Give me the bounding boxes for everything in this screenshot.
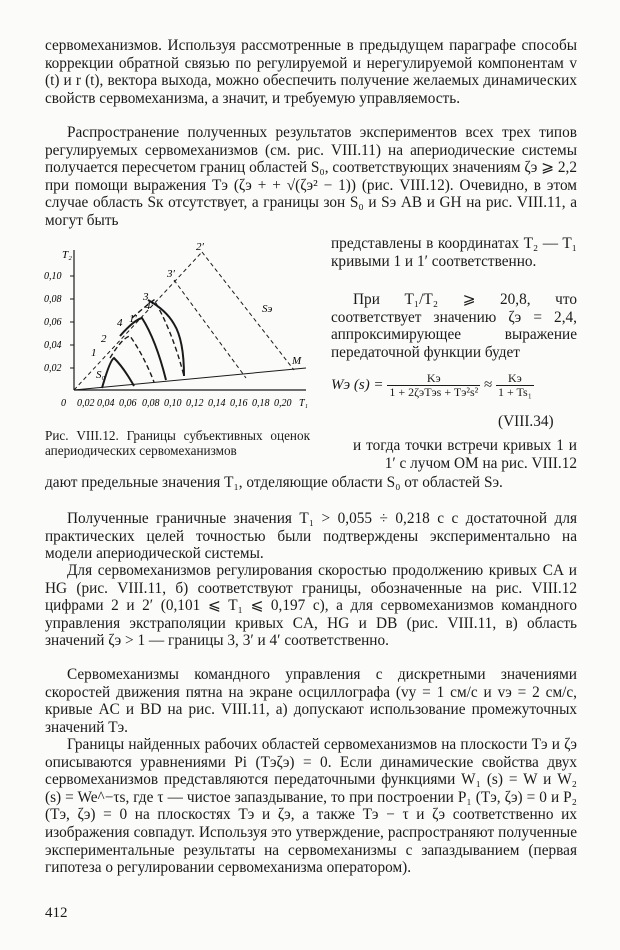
formula-denominator: 1 + Ts₁ [497,385,532,399]
paragraph-3b: При T₁/T₂ ⩾ 20,8, что соответствует значению ζэ = 2,4, аппроксимирующее выражение передаточной функции будет [331,291,577,361]
curve-label: 2′ [196,241,204,253]
x-tick: 0,14 [208,398,226,409]
y-tick: 0,02 [44,363,62,374]
equation-number: (VIII.34) [498,413,554,430]
curve-1 [102,358,134,388]
curve-2 [110,336,154,382]
paragraph-3a: представлены в координатах T₂ — T₁ кривыми 1 и 1′ соответственно. [331,235,577,270]
x-tick: 0,08 [142,398,160,409]
formula-denominator: 1 + 2ζэTэs + Tэ²s² [389,385,479,399]
paragraph-8: Границы найденных рабочих областей сервомеханизмов на плоскости Tэ и ζэ описываются уравнениями Pi (Tэζэ) = 0. Если динамические свойства двух сервомеханизмов представляются передаточными функциями W₁ (s) = W и W₂ (s) = We^−τs, где τ — чистое запаздывание, то при построении P₁ (Tэ, ζэ) = 0 и P₂ (Tэ, ζэ) = 0 на плоскостях Tэ и ζэ, а также Tэ − τ и ζэ соответственно их изображения совпадут. Используя это утверждение, распространяют полученные экспериментальные результаты на сервомеханизмы с запаздыванием (первая гипотеза о регулировании сервомеханизма оператором). [45,736,577,877]
formula-fraction-1 [387,372,480,399]
ray-om [74,368,306,390]
curve-3prime-line [174,280,246,378]
y-tick: 0,06 [44,317,62,328]
paragraph-4: дают предельные значения T₁, отделяющие области S₀ от областей Sэ. [45,474,503,491]
page-number: 412 [45,905,68,921]
paragraph-7: Сервомеханизмы командного управления с дискретными значениями скоростей движения пятна на экране осциллографа (vy = 1 см/с и vэ = 2 см/с, кривые AC и BD на рис. VIII.11, а) допускают использование промежуточных значений Tэ. [45,666,577,736]
formula-numerator: Kэ [387,372,480,386]
formula-viii-34 [331,372,581,399]
curve-label: 3′ [167,268,175,280]
x-tick: 0,06 [119,398,137,409]
y-axis-label: T₂ [62,249,72,261]
figure-caption: Рис. VIII.12. Границы субъективных оценок апериодических сервомеханизмов [45,428,310,458]
x-tick: 0,02 [77,398,95,409]
x-tick: 0,18 [252,398,270,409]
x-ticks [61,398,308,409]
y-ticks [44,271,74,374]
x-tick: T₁ [299,398,309,409]
curve-label: 1′ [129,313,137,325]
ray-label: M [292,355,302,367]
paragraph-2: Распространение полученных результатов экспериментов всех трех типов регулируемых сервомеханизмов (см. рис. VIII.11) на апериодические системы получается пересчетом границ областей S₀, соответствующих значениям ζэ ⩾ 2,2 при помощи выражения Tэ (ζэ + + √(ζэ² − 1)) (рис. VIII.12). Очевидно, в этом случае область Sк отсутствует, а границы зон S₀ и Sэ AB и GH на рис. VIII.11, а могут быть [45,124,577,229]
y-tick: 0,08 [44,294,62,305]
formula-lhs: Wэ (s) = [331,376,384,393]
x-tick: 0 [61,398,66,409]
curve-label: 3 [143,291,149,303]
paragraph-6: Для сервомеханизмов регулирования скоростью продолжению кривых CA и HG (рис. VIII.11, б) соответствуют границы, обозначенные на рис. VIII.12 цифрами 2 и 2′ (0,101 ⩽ T₁ ⩽ 0,197 с), а для сервомеханизмов командного управления экстраполяции кривых CA, HG и DB (рис. VIII.11, в) область значений ζэ > 1 — границы 3, 3′ и 4′ соответственно. [45,562,577,650]
paragraph-1: сервомеханизмов. Используя рассмотренные в предыдущем параграфе способы коррекции обратной связью по регулируемой и нерегулируемой компонентам v (t) и r (t), вектора выхода, можно обеспечить получение желаемых динамических свойств сервомеханизма, а значит, и требуемую управляемость. [45,37,577,107]
region-se-label: Sэ [262,303,273,315]
curve-label: 4′ [145,300,153,312]
formula-approx: ≈ [484,376,493,393]
x-tick: 0,20 [274,398,292,409]
curve-4prime [132,300,184,376]
curve-label: 1 [91,347,97,359]
x-tick: 0,12 [186,398,204,409]
figure-viii-12 [44,240,324,415]
region-s0-label: S₀ [96,369,106,381]
curve-label: 4 [117,317,123,329]
curve-label: 2 [101,333,107,345]
curve-4 [120,318,166,380]
y-tick: 0,10 [44,271,62,282]
x-tick: 0,16 [230,398,248,409]
paragraph-5: Полученные граничные значения T₁ > 0,055 ÷ 0,218 с с достаточной для практических целей точностью были подтверждены экспериментально на модели апериодической системы. [45,510,577,563]
curve-1-line [74,252,202,390]
paragraph-3c: и тогда точки встречи кривых 1 и 1′ с лучом OM на рис. VIII.12 [353,437,577,472]
x-tick: 0,04 [97,398,115,409]
x-tick: 0,10 [164,398,182,409]
formula-fraction-2 [496,372,534,399]
y-tick: 0,04 [44,340,62,351]
curve-labels [91,241,205,359]
curve-2prime-line [202,252,294,370]
formula-numerator: Kэ [496,372,534,386]
